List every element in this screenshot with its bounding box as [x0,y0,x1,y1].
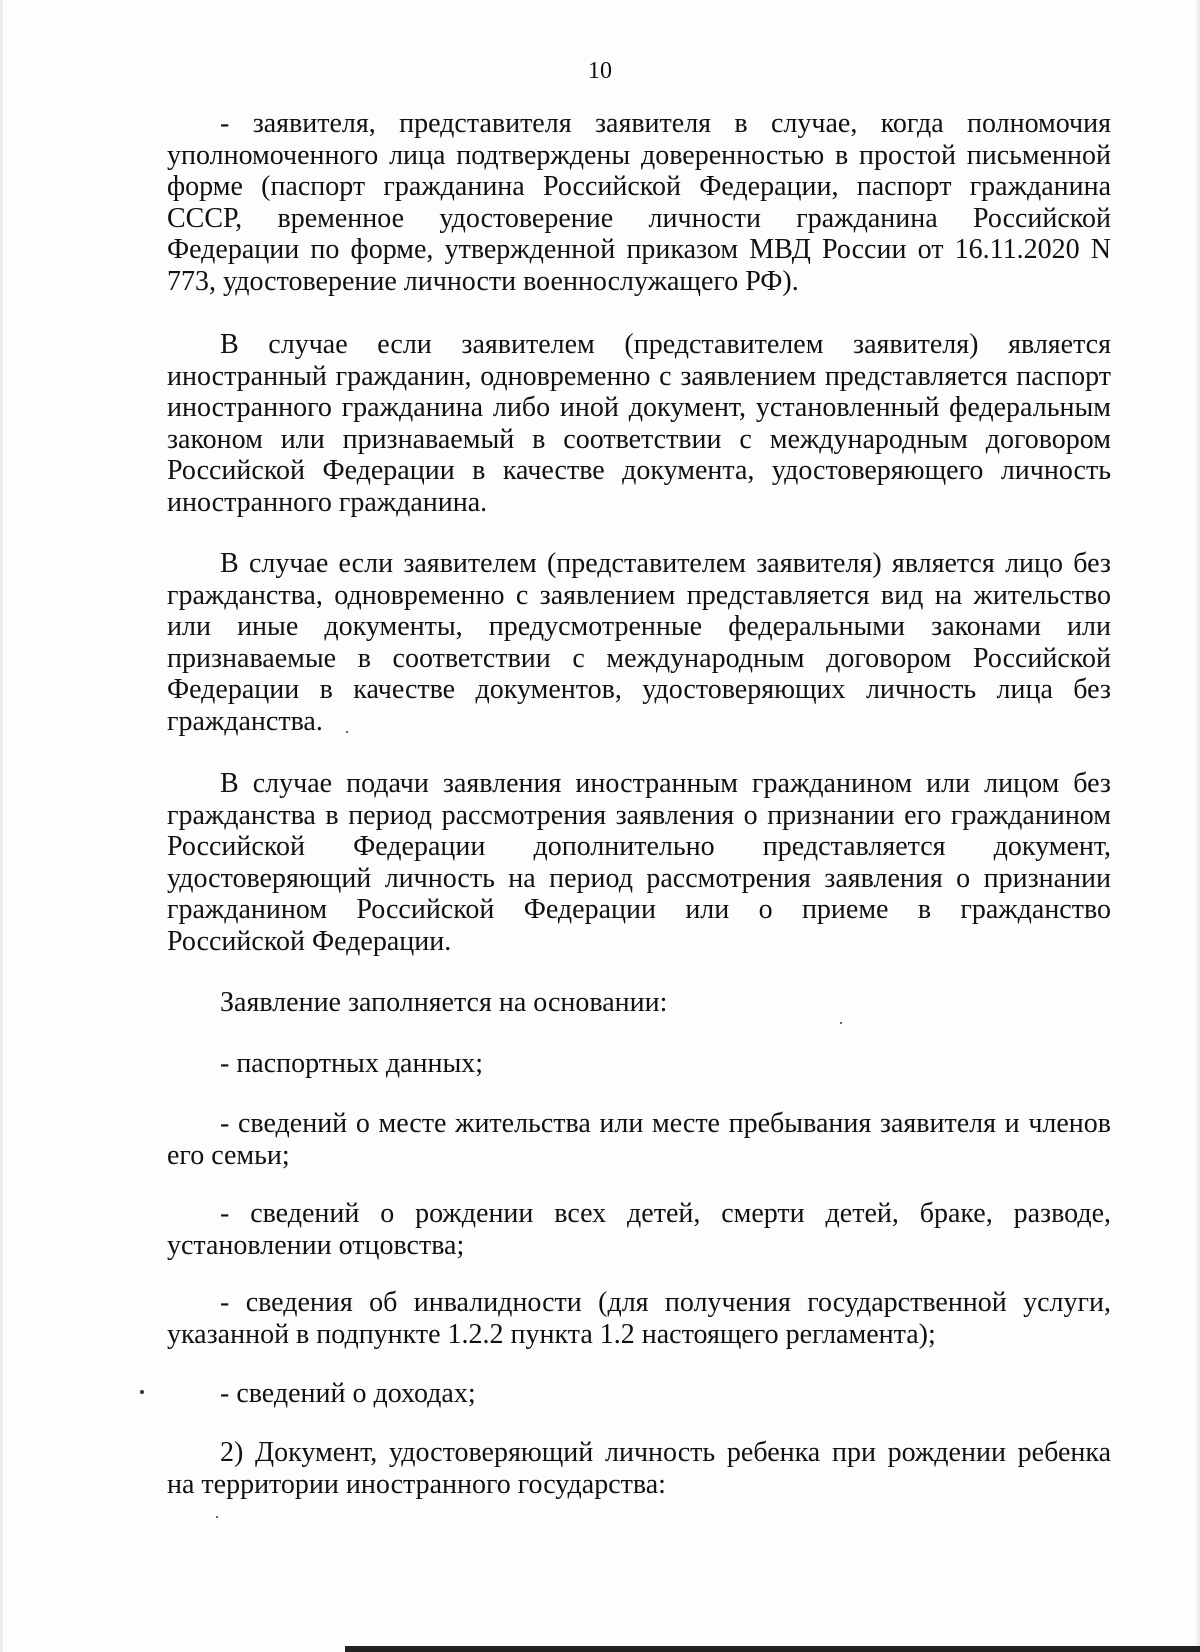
paragraph-line: - сведений о рождении всех детей, смерти детей, браке, разводе, [220,1198,1111,1229]
list-item-income [167,1378,1111,1410]
paragraph-applicant-documents [167,108,1111,298]
paragraph-line: - сведения об инвалидности (для получения государственной услуги, [220,1287,1111,1318]
scan-speck [140,1390,144,1394]
paragraph-line: 2) Документ, удостоверяющий личность ребенка при рождении ребенка [220,1437,1111,1468]
paragraph-line: законом или признаваемый в соответствии с международным договором [167,423,1111,455]
paragraph-line: 773, удостоверение личности военнослужащего РФ). [167,265,799,297]
paragraph-line: - паспортных данных; [220,1048,484,1079]
scan-right-edge [1194,0,1200,1652]
paragraph-line: В случае если заявителем (представителем заявителя) является лицо без [220,548,1111,579]
paragraph-child-document [167,1437,1111,1500]
paragraph-line: его семьи; [167,1139,290,1171]
paragraph-line: Российской Федерации. [167,925,452,957]
paragraph-line: В случае подачи заявления иностранным гражданином или лицом без [220,768,1111,799]
paragraph-line: форме (паспорт гражданина Российской Федерации, паспорт гражданина [167,171,1111,203]
scan-speck [840,1022,842,1024]
paragraph-citizenship-review [167,768,1111,958]
scan-speck [346,731,348,733]
paragraph-line: удостоверяющий личность на период рассмотрения заявления о признании [167,862,1111,894]
list-item-residence [167,1108,1111,1171]
paragraph-line: - заявителя, представителя заявителя в случае, когда полномочия [220,108,1111,139]
paragraph-line: указанной в подпункте 1.2.2 пункта 1.2 настоящего регламента); [167,1318,936,1350]
paragraph-line: на территории иностранного государства: [167,1468,666,1500]
scan-bottom-edge [345,1646,1200,1652]
paragraph-line: гражданства, одновременно с заявлением представляется вид на жительство [167,579,1111,611]
paragraph-foreign-citizen [167,329,1111,519]
scan-left-edge [0,0,3,1652]
paragraph-line: иностранный гражданин, одновременно с заявлением представляется паспорт [167,360,1111,392]
paragraph-line: признаваемые в соответствии с международным договором Российской [167,642,1111,674]
paragraph-line: установлении отцовства; [167,1229,465,1261]
list-item-family-events [167,1198,1111,1261]
paragraph-line: Российской Федерации в качестве документа, удостоверяющего личность [167,455,1111,487]
paragraph-line: гражданства в период рассмотрения заявления о признании его гражданином [167,799,1111,831]
paragraph-line: гражданства. [167,705,323,737]
scan-speck [216,1516,218,1518]
paragraph-line: - сведений о доходах; [220,1378,476,1409]
paragraph-line: иностранного гражданина либо иной документ, установленный федеральным [167,392,1111,424]
paragraph-stateless-person [167,548,1111,738]
paragraph-line: Российской Федерации дополнительно представляется документ, [167,831,1111,863]
paragraph-line: уполномоченного лица подтверждены доверенностью в простой письменной [167,139,1111,171]
paragraph-line: - сведений о месте жительства или месте пребывания заявителя и членов [220,1108,1111,1139]
list-item-disability [167,1287,1111,1350]
paragraph-line: гражданином Российской Федерации или о приеме в гражданство [167,894,1111,926]
page-number: 10 [588,58,612,84]
paragraph-line: Федерации в качестве документов, удостоверяющих личность лица без [167,674,1111,706]
paragraph-line: или иные документы, предусмотренные федеральными законами или [167,611,1111,643]
paragraph-line: Заявление заполняется на основании: [220,987,668,1018]
paragraph-form-basis [167,987,1111,1019]
paragraph-line: СССР, временное удостоверение личности гражданина Российской [167,202,1111,234]
paragraph-line: иностранного гражданина. [167,486,488,518]
paragraph-line: В случае если заявителем (представителем заявителя) является [220,329,1111,360]
paragraph-line: Федерации по форме, утвержденной приказом МВД России от 16.11.2020 N [167,234,1111,266]
list-item-passport-data [167,1048,1111,1080]
